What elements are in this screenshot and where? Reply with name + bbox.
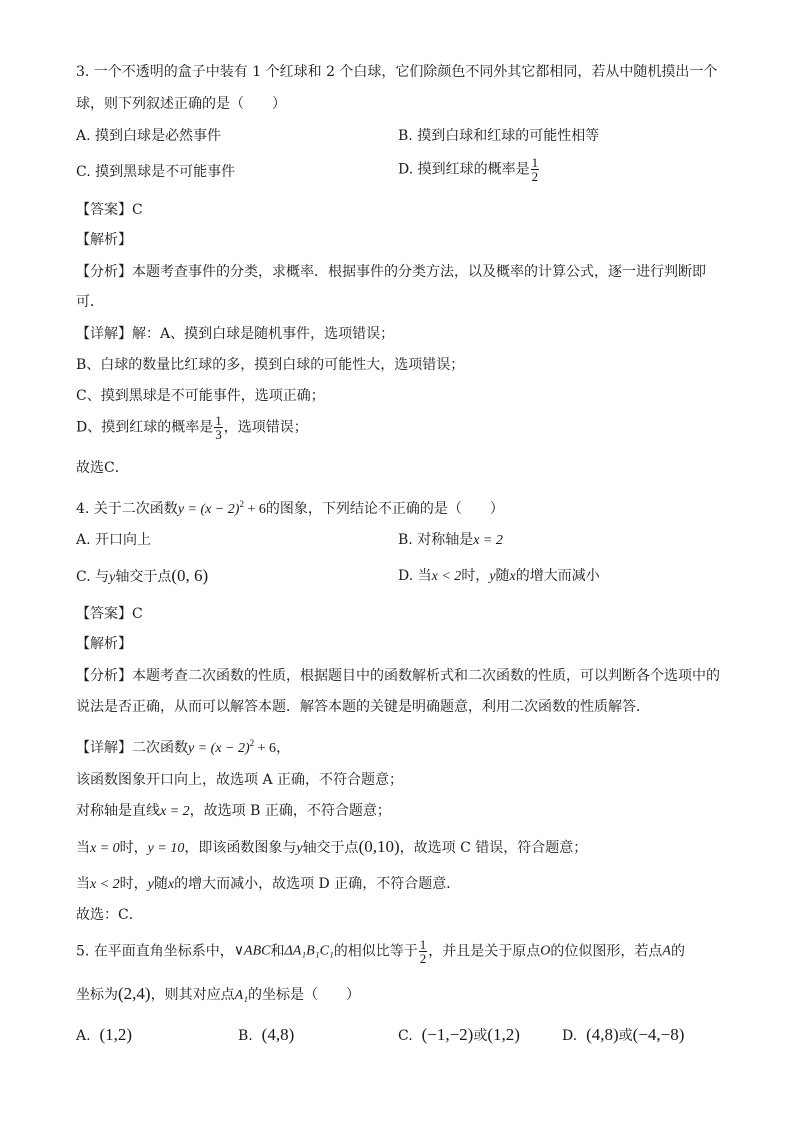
q5-option-c [398, 1025, 520, 1046]
q3-detail-d [76, 414, 308, 441]
q4-detail-formula-tail: + 6 [254, 741, 277, 756]
q3-analysis-heading: 【解析】 [76, 232, 132, 248]
q4-line-c-yaxis: y [296, 841, 303, 856]
q4-option-d-y: y [489, 569, 496, 584]
q4-line-d-pre: 当 [76, 876, 90, 892]
q4-option-c-mid: 轴交于点 [115, 569, 172, 585]
q4-detail-formula [76, 733, 290, 759]
q4-conclusion: 故选：C． [76, 907, 143, 923]
q5-option-a-label: A. [76, 1028, 91, 1044]
q4-line-open: 该函数图象开口向上，故选项 A 正确，不符合题意； [76, 772, 404, 788]
q5-option-c-value1: (−1,−2) [421, 1025, 474, 1044]
q5-option-b-value: (4,8) [261, 1025, 295, 1044]
fraction-denominator: 2 [419, 951, 427, 966]
q3-detail-d-fraction [214, 414, 223, 441]
q5-stem-mid2: ，并且是关于原点 [428, 943, 541, 960]
q5-stem-l2-a1: A₁ [234, 988, 248, 1003]
q4-fenxi-line2: 说法是否正确，从而可以解答本题．解答本题的关键是明确题意，利用二次函数的性质解答． [76, 699, 650, 715]
q4-option-c-y: y [109, 570, 116, 585]
q4-stem-exponent: 2 [239, 499, 244, 509]
q4-option-c [76, 566, 208, 588]
q4-option-c-pre: C. 与 [76, 569, 110, 585]
q5-ratio-fraction [419, 938, 428, 965]
q4-line-c-x: x = 0 [90, 841, 120, 856]
q4-stem [76, 494, 504, 520]
q4-answer: 【答案】C [76, 606, 143, 622]
q4-option-d-mid: 时， [461, 568, 490, 584]
q5-option-d-value2: (−4,−8) [632, 1025, 685, 1044]
q4-line-c-pre: 当 [76, 840, 90, 856]
q3-option-d [398, 156, 540, 183]
q5-option-a [76, 1025, 132, 1046]
q4-line-c-mid: 时， [119, 840, 148, 856]
q5-option-c-label: C. [398, 1028, 413, 1044]
q4-line-c-point: (0,10) [358, 837, 400, 856]
q3-option-d-text: D. 摸到红球的概率是 [398, 161, 530, 178]
q4-line-d-mid2: 随 [153, 876, 168, 892]
q4-option-d-math: x < 2 [431, 569, 462, 584]
q4-line-c [76, 837, 587, 859]
q5-triangle-a1b1c1: ΔA₁B₁C₁ [284, 943, 334, 959]
q4-line-d [76, 874, 460, 895]
q5-option-b [238, 1025, 294, 1046]
q5-option-d-or: 或 [618, 1028, 633, 1044]
q4-detail-exponent: 2 [249, 738, 255, 748]
q4-line-c-y: y = 10 [147, 841, 185, 856]
q4-option-d [398, 566, 600, 587]
q4-option-d-mid2: 随 [495, 568, 510, 584]
q5-stem-pre: 5. 在平面直角坐标系中， [76, 943, 234, 960]
q4-line-d-y: y [147, 877, 154, 892]
q5-stem-and: 和 [270, 943, 285, 960]
q4-line-c-mid3: 轴交于点 [302, 840, 359, 856]
fraction-numerator: 1 [531, 155, 539, 170]
fraction-numerator: 1 [419, 937, 427, 952]
q3-option-d-fraction [531, 156, 540, 183]
q5-option-d [562, 1025, 684, 1046]
q4-stem-post: 的图象，下列结论不正确的是（ ） [265, 501, 504, 517]
q5-option-b-label: B. [238, 1028, 253, 1044]
q4-line-axis-pre: 对称轴是直线 [76, 803, 160, 819]
q3-option-c: C. 摸到黑球是不可能事件 [76, 164, 236, 180]
q3-option-a: A. 摸到白球是必然事件 [76, 128, 222, 144]
q3-conclusion: 故选C． [76, 460, 129, 476]
q5-option-c-or: 或 [473, 1028, 488, 1044]
q3-stem-line1: 3. 一个不透明的盒子中装有 1 个红球和 2 个白球，它们除颜色不同外其它都相同，若从中随机摸出一个 [76, 64, 718, 80]
q4-line-axis [76, 801, 391, 822]
q4-option-b-text: B. 对称轴是 [398, 532, 474, 548]
q4-detail-formula-math: y = (x − 2) [188, 741, 250, 756]
q4-option-d-pre: D. 当 [398, 568, 432, 584]
q4-line-d-math: x < 2 [90, 877, 120, 892]
q5-stem-end: 的 [670, 943, 685, 960]
q5-option-a-value: (1,2) [99, 1025, 133, 1044]
q4-line-axis-math: x = 2 [160, 804, 190, 819]
q5-option-c-value2: (1,2) [487, 1025, 520, 1044]
q5-origin-o: O [540, 943, 551, 959]
q3-detail-d-post: ，选项错误； [223, 419, 308, 436]
q4-option-b-math: x = 2 [473, 533, 503, 548]
q4-option-a: A. 开口向上 [76, 532, 152, 548]
q5-stem-l2-post: 的坐标是（ ） [248, 987, 360, 1003]
q4-line-c-post: ，故选项 C 错误，符合题意； [399, 840, 588, 856]
q5-stem-mid3: 的位似图形，若点 [550, 943, 663, 960]
q3-detail-c: C、摸到黑球是不可能事件，选项正确； [76, 388, 325, 404]
q3-option-b: B. 摸到白球和红球的可能性相等 [398, 128, 600, 144]
q5-stem-mid: 的相似比等于 [333, 943, 418, 960]
q5-option-d-value1: (4,8) [586, 1025, 619, 1044]
q4-line-axis-post: ，故选项 B 正确，不符合题意； [189, 803, 391, 819]
q4-line-d-mid: 时， [119, 876, 148, 892]
q4-fenxi-line1: 【分析】本题考查二次函数的性质，根据题目中的函数解析式和二次函数的性质，可以判断各个选项中的 [76, 668, 720, 684]
fraction-denominator: 2 [531, 169, 539, 184]
q4-option-c-point: (0, 6) [171, 566, 209, 585]
q3-stem-line2: 球，则下列叙述正确的是（ ） [76, 96, 286, 112]
q5-stem-line1 [76, 938, 685, 965]
q3-fenxi-line2: 可． [76, 294, 104, 310]
q3-fenxi-line1: 【分析】本题考查事件的分类，求概率．根据事件的分类方法，以及概率的计算公式，逐一进行判断即 [76, 264, 706, 280]
q5-option-d-label: D. [562, 1028, 578, 1044]
q5-stem-l2-pre: 坐标为 [76, 987, 118, 1003]
q4-detail-post: ， [276, 740, 291, 756]
q4-stem-formula: y = (x − 2) [177, 502, 240, 517]
q4-analysis-heading: 【解析】 [76, 636, 132, 652]
q4-detail-pre: 【详解】二次函数 [76, 740, 188, 756]
fraction-denominator: 3 [215, 427, 222, 442]
q5-stem-l2-mid: ，则其对应点 [150, 987, 235, 1003]
fraction-numerator: 1 [215, 413, 222, 428]
q4-option-d-x: x [509, 569, 516, 584]
q3-detail-b: B、白球的数量比红球的多，摸到白球的可能性大，选项错误； [76, 357, 465, 373]
q3-answer: 【答案】C [76, 202, 143, 218]
q3-detail-d-pre: D、摸到红球的概率是 [76, 419, 214, 436]
q5-stem-l2-point: (2,4) [118, 984, 151, 1003]
q5-triangle-abc: ∨ABC [233, 943, 271, 959]
q4-stem-pre: 4. 关于二次函数 [76, 501, 178, 517]
q5-stem-line2 [76, 984, 360, 1006]
q4-line-c-mid2: ，即该函数图象与 [184, 840, 297, 856]
q5-point-a: A [662, 943, 671, 959]
q4-line-d-post: 的增大而减小，故选项 D 正确，不符合题意． [174, 876, 461, 892]
q4-option-d-post: 的增大而减小 [515, 568, 600, 584]
q3-detail-a: 【详解】解：A、摸到白球是随机事件，选项错误； [76, 326, 395, 342]
q4-option-b [398, 530, 503, 551]
q4-line-d-x: x [167, 877, 175, 892]
q4-stem-formula-tail: + 6 [243, 502, 266, 517]
